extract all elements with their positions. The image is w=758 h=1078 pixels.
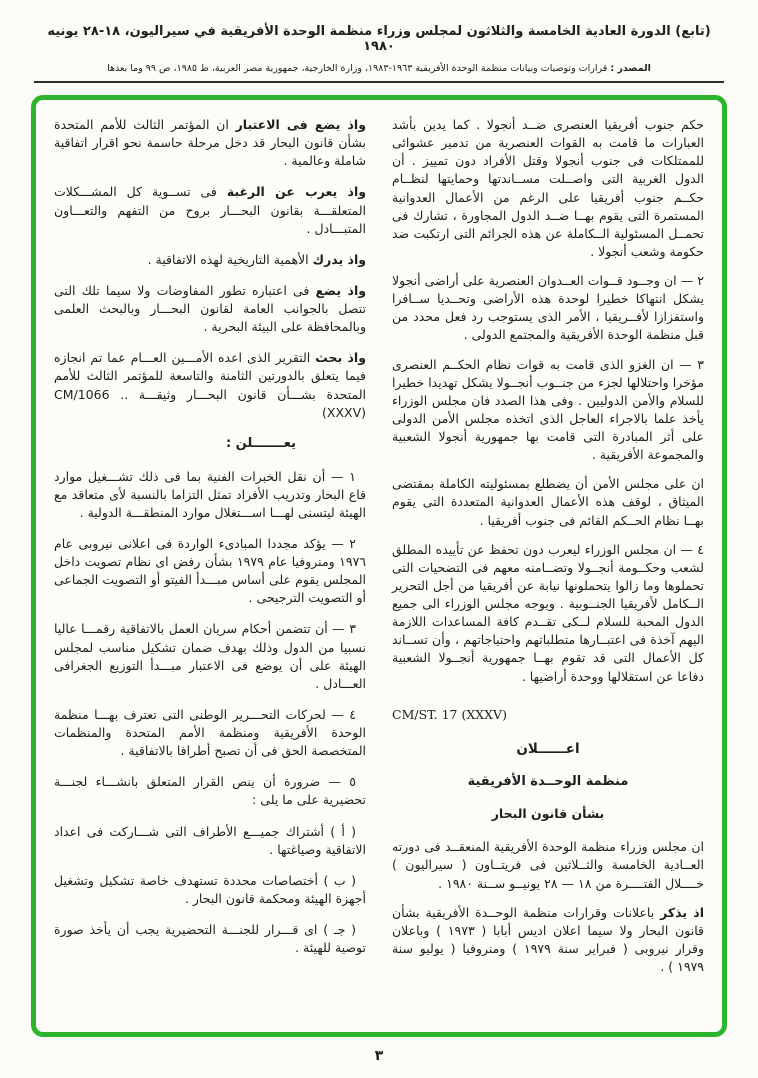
lettered-item: ( ب ) أختصاصات محددة تستهدف خاصة تشكيل وتشغيل أجهزة الهيئة ومحكمة قانون البحار . (54, 872, 366, 906)
page-header (0, 0, 758, 83)
paragraph-text: باعلانات وقرارات منظمة الوحــدة الأفريقية بشأن قانون البحار ولا سيما اعلان اديس أبابا ( ١٩٧٣ ) وباعلان وقرار نيروبى ( فبراير سنة ١٩٧٩ ) ومنروفيا ( يوليو سنة ١٩٧٩ ) . (392, 904, 704, 975)
lettered-item: ( جـ ) اى قـــرار للجنـــة التحضيرية يجب أن يأخذ صورة توصية للهيئة . (54, 922, 366, 956)
paragraph-text: فى اعتباره تطور المفاوضات ولا سيما تلك التى تتصل بالجوانب العامة لقانون البحـــار وبالبحث العلمى وبالمحافظة على البيئة البحرية . (54, 282, 366, 335)
paragraph: ٤ — ان مجلس الوزراء ليعرب دون تحفظ عن تأييده المطلق لشعب وحكــومة أنجــولا وتضــامنه معهم فى التضحيات التى تحملوها وما زالوا يتحملونها نيابة عن أفريقيا من أجل التحرير الــكامل لأفريقيا الجنــوبية . ويوجه مجلس الوزراء الى جميع الدول المحبة للسلام لــكى تقــدم كافة المساعدات اللازمة اليهم آخذة فى اعتبــارها متطلباتهم واحتياجاتهم ، وأن تســاند كل الأعمال التى قد تقوم بهــا جمهورية أنجــولا الشعبية دفاعا عن استقلالها ووحدة أراضيها . (392, 541, 704, 684)
paragraph-lead: واذ يعرب عن الرغبة (226, 184, 367, 200)
paragraph: ان مجلس وزراء منظمة الوحدة الأفريقية المنعقــد فى دورته العــادية الخامسة والثــلاثين فى فريتــاون ( سيراليون ) خــــلال الفتــــرة من ١٨ — ٢٨ يونيــو ســنة ١٩٨٠ . (392, 839, 704, 891)
declares-heading: يعـــــــلن : (225, 435, 296, 451)
paragraph (54, 183, 366, 237)
paragraph-text: الأهمية التاريخية لهذه الاتفاقية . (147, 251, 313, 267)
page-footer (0, 1045, 758, 1064)
paragraph-lead: اذ يذكر (660, 904, 704, 920)
paragraph: حكم جنوب أفريقيا العنصرى ضــد أنجولا . كما يدين بأشد العبارات ما قامت به القوات العنصرية من تدمير عشوائى للممتلكات فى جنوب أنجولا وقتل الأفراد دون تمييز . أن الدول الغربية التى واصــلت مســاندتها وحمايتها لنظــام حكــم جنوب أفريقيا على الرغم من الأعمال العدوانية المستمرة التى يقوم بهــا ضــد الدول المجاورة ، تشارك فى تحمــل المسئولية الــكاملة عن هذه الجرائم التى ارتكبت ضد حكومة وشعب أنجولا . (392, 117, 704, 259)
numbered-item: ١ — أن نقل الخبرات الفنية بما فى ذلك تشـــغيل موارد قاع البحار وتدريب الأفراد تمثل التزاما بالنسبة لأى متعاقد مع الهيئة ليتسنى لهـــا اســـتغلال موارد المنطقـــة الدولية . (54, 468, 366, 520)
paragraph: ان على مجلس الأمن أن يضطلع بمسئوليته الكاملة بمقتضى الميثاق ، لوقف هذه الأعمال العدوانية المتعددة التى يقوم بهــا نظام الحــكم القائم فى جنوب أفريقيا . (392, 476, 704, 528)
numbered-item: ٥ — ضرورة أن ينص القرار المتعلق بانشـــاء لجنـــة تحضيرية على ما يلى : (54, 774, 366, 808)
numbered-item: ٢ — يؤكد مجددا المبادىء الواردة فى اعلانى نيروبى عام ١٩٧٦ ومنروفيا عام ١٩٧٩ بشأن رفض اى نظام تصويت داخل المجلس يقوم على أساس مبـــدأ الفيتو أو التصويت الجماعى أو التصويت الترجيحى . (54, 535, 366, 606)
paragraph (54, 282, 366, 336)
lettered-item: ( أ ) أشتراك جميـــع الأطراف التى شـــاركت فى اعداد الاتفاقية وصياغتها . (54, 823, 366, 857)
paragraph: ٣ — ان الغزو الذى قامت به قوات نظام الحكــم العنصرى مؤخرا واحتلالها لجزء من جنــوب أنجــولا يشكل تهديدا خطيرا للسلام والأمن الدوليين . وفى هذا الصدد فان مجلس الوزراء يأخذ علما بالاجراء العاجل الذى اتخذه مجلس الأمن الدولى على أثر المبادرة التى قامت بها جمهورية أنجولا الشعبية والمجموعة الأفريقية . (392, 356, 704, 463)
paragraph: ٢ — ان وجــود قــوات العــدوان العنصرية على أراضى أنجولا يشكل انتهاكا خطيرا لوحدة هذه الأراضى وتحــديا ســافرا واستفزازا لأفــريقيا ، الأمر الذى يستوجب رد فعل محدد من قبل منظمة الوحدة الأفريقية والمجتمع الدولى . (392, 273, 704, 343)
document-ref-code: CM/ST. 17 (XXXV) (392, 706, 507, 722)
declaration-subject: بشأن قانون البحار (491, 806, 605, 822)
left-column (54, 116, 366, 1024)
header-source (30, 63, 728, 74)
paragraph-text: فى تســوية كل المشـــكلات المتعلقـــة بقانون البحـــار بروح من التفهم والتعـــاون المتبـــادل . (54, 184, 366, 236)
paragraph (54, 349, 366, 422)
paragraph-lead: واذ يضع (315, 282, 366, 298)
header-source-label: المصدر : (610, 63, 651, 74)
paragraph-text: ان المؤتمر الثالث للأمم المتحدة بشأن قانون البحار قد دخل مرحلة حاسمة نحو اقرار اتفاقية شاملة وعالمية . (54, 117, 366, 169)
paragraph-text: التقرير الذى اعده الأمـــين العـــام عما تم انجازه فيما يتعلق بالدورتين الثامنة والتاسعة للمؤتمر الثالث للأمم المتحدة بشـــأن قانون البحـــار وثيقـــة .. CM/1066 (XXXV) (54, 350, 366, 420)
numbered-item: ٣ — أن تتضمن أحكام سريان العمل بالاتفاقية رقمـــا عاليا نسبيا من الدول وذلك بهدف ضمان تشكيل مناسب لمجلس الهيئة على أن يوضع فى الاعتبار مبـــدأ التوزيع الجغرافى العـــادل . (54, 621, 366, 691)
paragraph-lead: واذ يضع فى الاعتبار (235, 117, 366, 132)
page-number: ٣ (374, 1048, 384, 1064)
header-source-text: قرارات وتوصيات وبيانات منظمة الوحدة الأفريقية ١٩٦٣-١٩٨٣، وزارة الخارجية، جمهورية مصر العربية، ط ١٩٨٥، ص ٩٩ وما بعدها (107, 63, 608, 74)
paragraph-lead: واذ يدرك (312, 251, 366, 267)
content-frame (31, 95, 727, 1037)
paragraph (54, 116, 366, 170)
paragraph (392, 904, 704, 977)
header-divider (34, 81, 724, 83)
paragraph-lead: واذ بحث (315, 350, 366, 366)
declaration-title: اعــــــلان (516, 740, 580, 757)
numbered-item: ٤ — لحركات التحـــرير الوطنى التى تعترف بهـــا منظمة الوحدة الأفريقية ومنظمة الأمم المتحدة والمنظمات المتخصصة الحق فى أن تصبح أطرافا بالاتفاقية . (54, 706, 366, 759)
header-title: (تابع) الدورة العادية الخامسة والثلاثون لمجلس وزراء منظمة الوحدة الأفريقية في سيراليون، ١٨-٢٨ يونيه ١٩٨٠ (47, 24, 711, 54)
declaration-org: منظمة الوحــدة الأفريقية (467, 774, 629, 790)
paragraph (54, 251, 366, 269)
right-column (392, 116, 704, 1024)
